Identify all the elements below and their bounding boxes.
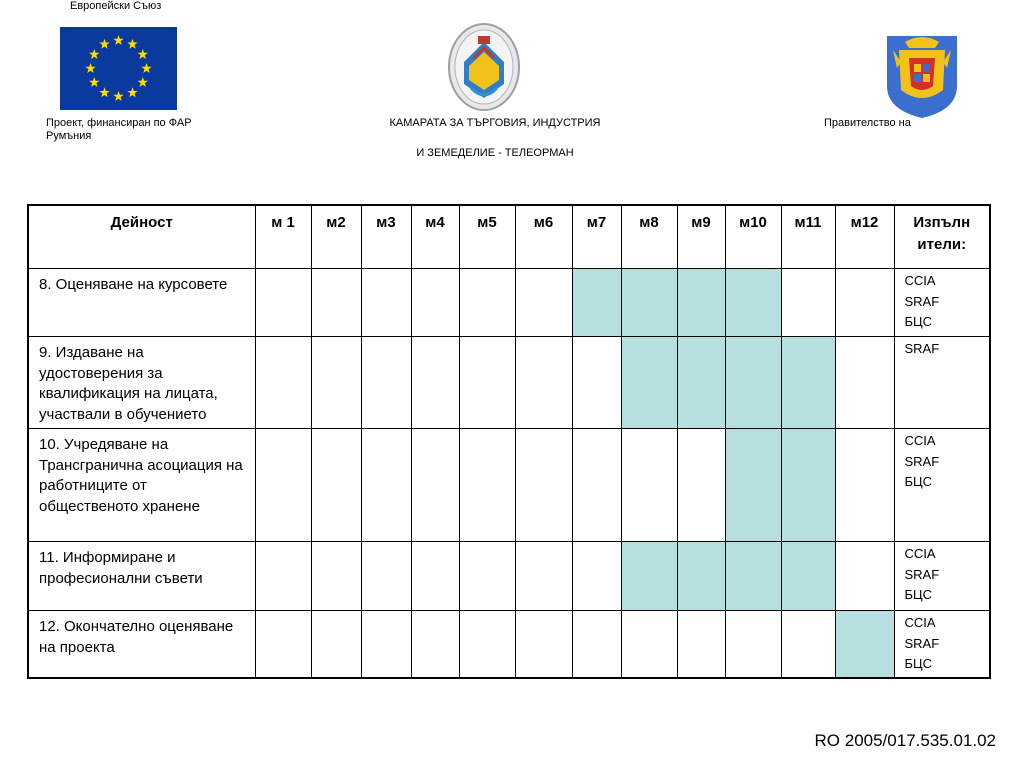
- month-cell-9: [677, 542, 725, 611]
- executor-name: SRAF: [904, 453, 940, 469]
- month-cell-1: [255, 542, 311, 611]
- month-cell-2: [311, 337, 361, 429]
- month-cell-9: [677, 429, 725, 542]
- month-cell-10: [725, 429, 781, 542]
- activity-cell: 10. Учредяване на Трансгранична асоциация на работниците от общественото хранене: [28, 429, 255, 542]
- month-cell-5: [459, 269, 515, 337]
- executor-name: БЦС: [904, 656, 933, 671]
- eu-flag-logo: [60, 27, 177, 110]
- executor-name: CCIA: [904, 546, 936, 561]
- month-cell-1: [255, 611, 311, 678]
- month-cell-7: [572, 337, 621, 429]
- month-cell-8: [621, 269, 677, 337]
- month-cell-1: [255, 429, 311, 542]
- month-cell-3: [361, 429, 411, 542]
- chamber-emblem-logo: [447, 22, 521, 112]
- month-cell-6: [515, 269, 572, 337]
- eu-star-icon: [138, 77, 148, 87]
- column-header-executors: [894, 205, 990, 269]
- funding-note-line1: Проект, финансиран по ФАР: [46, 117, 192, 129]
- month-cell-9: [677, 269, 725, 337]
- eu-star-icon: [85, 63, 95, 73]
- eu-star-icon: [127, 87, 137, 97]
- month-cell-4: [411, 611, 459, 678]
- column-header-month-8: м8: [621, 205, 677, 269]
- month-cell-5: [459, 429, 515, 542]
- executors-cell: [894, 542, 990, 611]
- month-cell-11: [781, 429, 835, 542]
- month-cell-10: [725, 611, 781, 678]
- executor-name: SRAF: [904, 293, 940, 309]
- column-header-activity: Дейност: [28, 205, 255, 269]
- executor-name: SRAF: [904, 566, 940, 582]
- month-cell-2: [311, 542, 361, 611]
- month-cell-1: [255, 269, 311, 337]
- month-cell-2: [311, 429, 361, 542]
- table-row: [28, 269, 990, 337]
- eu-star-icon: [141, 63, 151, 73]
- month-cell-3: [361, 542, 411, 611]
- month-cell-11: [781, 611, 835, 678]
- table-row: [28, 542, 990, 611]
- eu-star-icon: [127, 39, 137, 49]
- eu-star-icon: [89, 77, 99, 87]
- executors-header-line2: ители:: [917, 236, 967, 253]
- month-cell-2: [311, 269, 361, 337]
- month-cell-5: [459, 337, 515, 429]
- month-cell-4: [411, 337, 459, 429]
- month-cell-11: [781, 542, 835, 611]
- month-cell-7: [572, 611, 621, 678]
- executors-cell: [894, 429, 990, 542]
- month-cell-9: [677, 611, 725, 678]
- month-cell-8: [621, 611, 677, 678]
- month-cell-12: [835, 542, 894, 611]
- eu-star-icon: [89, 49, 99, 59]
- month-cell-11: [781, 269, 835, 337]
- month-cell-5: [459, 542, 515, 611]
- activity-schedule-table: [27, 204, 991, 679]
- executor-name: CCIA: [904, 433, 936, 448]
- month-cell-3: [361, 611, 411, 678]
- column-header-month-10: м10: [725, 205, 781, 269]
- eu-star-icon: [99, 87, 109, 97]
- romania-coat-of-arms-logo: [883, 28, 961, 118]
- executor-name: БЦС: [904, 314, 933, 329]
- activity-cell: 9. Издаване на удостоверения за квалификация на лицата, участвали в обучението: [28, 337, 255, 429]
- executor-name: SRAF: [904, 341, 940, 356]
- table-header-row: [28, 205, 990, 269]
- column-header-month-3: м3: [361, 205, 411, 269]
- month-cell-4: [411, 542, 459, 611]
- eu-stars-icon: [60, 27, 177, 110]
- eu-star-icon: [99, 39, 109, 49]
- month-cell-12: [835, 611, 894, 678]
- column-header-month-7: м7: [572, 205, 621, 269]
- month-cell-3: [361, 337, 411, 429]
- chamber-name-line2: И ЗЕМЕДЕЛИЕ - ТЕЛЕОРМАН: [416, 147, 574, 159]
- column-header-month-4: м4: [411, 205, 459, 269]
- month-cell-1: [255, 337, 311, 429]
- month-cell-10: [725, 269, 781, 337]
- month-cell-10: [725, 337, 781, 429]
- month-cell-6: [515, 337, 572, 429]
- table-row: [28, 337, 990, 429]
- executor-name: БЦС: [904, 474, 933, 489]
- month-cell-4: [411, 429, 459, 542]
- month-cell-6: [515, 611, 572, 678]
- eu-star-icon: [113, 91, 123, 101]
- month-cell-5: [459, 611, 515, 678]
- month-cell-10: [725, 542, 781, 611]
- chamber-name-line1: КАМАРАТА ЗА ТЪРГОВИЯ, ИНДУСТРИЯ: [389, 117, 601, 129]
- month-cell-7: [572, 269, 621, 337]
- executor-name: CCIA: [904, 273, 936, 288]
- eu-star-icon: [113, 35, 123, 45]
- column-header-month-9: м9: [677, 205, 725, 269]
- activity-cell: 12. Окончателно оценяване на проекта: [28, 611, 255, 678]
- column-header-month-1: м 1: [255, 205, 311, 269]
- executors-cell: [894, 337, 990, 429]
- month-cell-2: [311, 611, 361, 678]
- executor-name: CCIA: [904, 615, 936, 630]
- funding-note: [46, 117, 286, 143]
- column-header-month-2: м2: [311, 205, 361, 269]
- eu-label: Европейски Съюз: [70, 0, 162, 12]
- executors-cell: [894, 269, 990, 337]
- column-header-month-12: м12: [835, 205, 894, 269]
- table-row: [28, 611, 990, 678]
- month-cell-9: [677, 337, 725, 429]
- month-cell-12: [835, 269, 894, 337]
- month-cell-8: [621, 429, 677, 542]
- executor-name: БЦС: [904, 587, 933, 602]
- column-header-month-5: м5: [459, 205, 515, 269]
- activity-cell: 8. Оценяване на курсовете: [28, 269, 255, 337]
- project-code: RO 2005/017.535.01.02: [814, 731, 996, 750]
- month-cell-6: [515, 429, 572, 542]
- executors-cell: [894, 611, 990, 678]
- month-cell-8: [621, 337, 677, 429]
- month-cell-3: [361, 269, 411, 337]
- eu-star-icon: [138, 49, 148, 59]
- government-note: Правителство на: [824, 117, 911, 129]
- executors-header-line1: Изпълн: [913, 214, 971, 231]
- executor-name: SRAF: [904, 635, 940, 651]
- funding-note-line2: Румъния: [46, 130, 92, 142]
- column-header-month-6: м6: [515, 205, 572, 269]
- month-cell-7: [572, 542, 621, 611]
- month-cell-6: [515, 542, 572, 611]
- activity-cell: 11. Информиране и професионални съвети: [28, 542, 255, 611]
- column-header-month-11: м11: [781, 205, 835, 269]
- month-cell-11: [781, 337, 835, 429]
- month-cell-8: [621, 542, 677, 611]
- month-cell-7: [572, 429, 621, 542]
- month-cell-12: [835, 337, 894, 429]
- month-cell-12: [835, 429, 894, 542]
- table-row: [28, 429, 990, 542]
- month-cell-4: [411, 269, 459, 337]
